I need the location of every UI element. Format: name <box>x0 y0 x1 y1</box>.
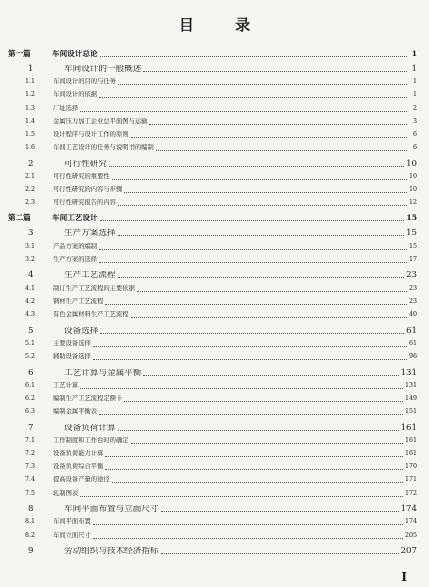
toc-entry-page: 61 <box>408 339 417 347</box>
toc-entry-page: 10 <box>406 158 417 169</box>
toc-entry-title: 可行性研究的内容与步骤 <box>53 186 123 194</box>
dot-leader <box>118 205 407 206</box>
dot-leader <box>124 192 407 193</box>
dot-leader <box>118 84 407 85</box>
toc-chapter <box>8 319 417 335</box>
toc-entry-title: 主要设备选择 <box>53 339 91 347</box>
toc-entry-page: 10 <box>408 186 417 194</box>
toc-entry-page: 1 <box>411 64 417 75</box>
toc-entry-number: 6 <box>28 367 34 378</box>
toc-entry-title: 金属压力加工企业总平面图与运输 <box>53 117 148 125</box>
toc-entry-page: 174 <box>404 518 417 526</box>
toc-entry-number: 1.3 <box>25 104 36 112</box>
toc-entry-number: 2.1 <box>25 173 36 180</box>
toc-entry-number: 7 <box>28 422 34 433</box>
toc-entry-page: 170 <box>404 463 417 471</box>
toc-entry-page: 205 <box>404 531 417 539</box>
toc-entry-page: 23 <box>408 284 417 292</box>
dot-leader <box>118 235 404 236</box>
toc-entry-number: 2.3 <box>25 199 36 207</box>
toc-entry-title: 制订生产工艺流程的主要依据 <box>53 284 135 292</box>
toc-entry-page: 6 <box>412 131 417 139</box>
toc-entry-title: 车间工艺设计的任务与说明书的编制 <box>53 144 154 152</box>
toc-entry-number: 6.3 <box>25 408 36 416</box>
toc-entry-page: 161 <box>400 422 417 433</box>
toc-chapter <box>8 540 417 556</box>
toc-entry-number: 5 <box>28 325 34 336</box>
toc-entry-number: 1.4 <box>25 117 36 125</box>
toc-entry-title: 产品方案的编制 <box>53 242 98 250</box>
toc-entry-number: 4.1 <box>25 284 36 292</box>
toc-entry-page: 1 <box>411 48 417 58</box>
toc-entry-title: 编制金属平衡表 <box>53 408 98 416</box>
toc-entry-page: 174 <box>400 504 417 515</box>
toc-entry-page: 23 <box>408 297 417 305</box>
toc-section <box>8 237 417 250</box>
dot-leader <box>149 124 407 125</box>
toc-section <box>8 113 417 126</box>
toc-entry-page: 40 <box>408 311 417 318</box>
toc-entry-page: 15 <box>406 228 417 239</box>
dot-leader <box>131 137 407 138</box>
toc-entry-title: 可行性研究报告的内容 <box>53 199 116 207</box>
toc-section <box>8 458 417 471</box>
dot-leader <box>112 179 407 180</box>
toc-entry-title: 生产方案的选择 <box>53 255 98 263</box>
toc-chapter <box>8 222 417 238</box>
toc-section <box>8 432 417 445</box>
toc-entry-title: 编制生产工艺流程定额卡 <box>53 394 123 402</box>
toc-entry-number: 1.1 <box>25 78 36 86</box>
toc-section <box>8 513 417 526</box>
dot-leader <box>143 71 407 72</box>
toc-section <box>8 526 417 539</box>
toc-entry-page: 96 <box>408 352 417 360</box>
toc-entry-number: 5.2 <box>25 352 36 360</box>
toc-entry-title: 车间平面布置与立面尺寸 <box>64 505 159 514</box>
table-of-contents <box>8 43 417 555</box>
dot-leader <box>100 333 404 334</box>
toc-chapter <box>8 361 417 377</box>
toc-entry-number: 4.2 <box>25 297 36 305</box>
toc-entry-page: 1 <box>412 91 417 99</box>
dot-leader <box>80 388 403 389</box>
dot-leader <box>100 56 407 57</box>
dot-leader <box>105 304 407 305</box>
toc-entry-title: 设备负荷综合平衡 <box>53 463 104 471</box>
toc-entry-title: 车间平面布置 <box>53 518 91 526</box>
toc-entry-number: 4 <box>28 270 34 281</box>
toc-chapter <box>8 58 417 74</box>
toc-entry-number: 第二篇 <box>8 212 31 222</box>
toc-entry-title: 辅助设备选择 <box>53 352 91 360</box>
toc-entry-number: 8 <box>28 504 34 515</box>
dot-leader <box>105 456 403 457</box>
toc-entry-number: 5.1 <box>25 339 36 347</box>
toc-entry-number: 第一篇 <box>8 48 31 58</box>
toc-section <box>8 484 417 497</box>
toc-entry-title: 车间设计总论 <box>52 49 98 58</box>
toc-section <box>8 99 417 112</box>
toc-entry-page: 1 <box>412 78 417 86</box>
toc-entry-page: 161 <box>404 450 417 458</box>
toc-section <box>8 377 417 390</box>
toc-entry-title: 工作制度和工作台时的确定 <box>53 436 129 444</box>
dot-leader <box>99 414 403 415</box>
dot-leader <box>161 511 399 512</box>
toc-entry-number: 6.1 <box>25 381 36 389</box>
toc-entry-title: 有色金属材料生产工艺流程 <box>53 311 129 318</box>
toc-entry-number: 1.5 <box>25 131 36 139</box>
toc-entry-title: 工艺计算与金属平衡 <box>64 368 142 377</box>
dot-leader <box>118 430 399 431</box>
toc-entry-title: 可行性研究的重要性 <box>53 173 110 180</box>
toc-entry-title: 可行性研究 <box>64 159 107 168</box>
dot-leader <box>80 496 403 497</box>
toc-section <box>8 335 417 348</box>
toc-entry-number: 2.2 <box>25 186 36 194</box>
toc-entry-page: 23 <box>406 270 417 281</box>
toc-entry-page: 161 <box>404 436 417 444</box>
toc-entry-title: 车间设计的依据 <box>53 91 98 99</box>
toc-entry-number: 3 <box>28 228 34 239</box>
toc-entry-page: 151 <box>404 408 417 416</box>
toc-section <box>8 139 417 152</box>
toc-entry-title: 车间设计的一般概述 <box>64 65 142 74</box>
dot-leader <box>80 111 407 112</box>
toc-entry-number: 7.4 <box>25 476 36 484</box>
toc-entry-number: 3.1 <box>25 242 36 250</box>
toc-section <box>8 348 417 361</box>
toc-entry-page: 172 <box>404 489 417 497</box>
toc-entry-page: 17 <box>408 255 417 263</box>
toc-entry-page: 171 <box>404 476 417 484</box>
toc-section <box>8 251 417 264</box>
toc-entry-title: 车间工艺设计 <box>52 213 98 222</box>
toc-entry-number: 1 <box>28 64 34 75</box>
dot-leader <box>143 375 398 376</box>
toc-chapter <box>8 264 417 280</box>
toc-entry-title: 设备负荷计算 <box>64 423 116 432</box>
page-title: 目 录 <box>178 16 269 34</box>
dot-leader <box>93 538 403 539</box>
toc-entry-page: 61 <box>406 325 417 336</box>
toc-entry-number: 2 <box>28 158 34 169</box>
dot-leader <box>100 220 405 221</box>
toc-chapter <box>8 498 417 514</box>
toc-entry-title: 设备负荷能力计算 <box>53 450 104 458</box>
toc-entry-number: 7.5 <box>25 489 36 497</box>
dot-leader <box>99 262 407 263</box>
dot-leader <box>131 317 407 318</box>
toc-entry-page: 10 <box>408 173 417 180</box>
dot-leader <box>118 277 404 278</box>
toc-section <box>8 73 417 86</box>
toc-entry-title: 车间立面尺寸 <box>53 531 91 539</box>
toc-entry-number: 8.1 <box>25 518 36 526</box>
toc-section <box>8 293 417 306</box>
toc-entry-title: 提高设备产量的途径 <box>53 476 110 484</box>
toc-entry-title: 钢材生产工艺流程 <box>53 297 104 305</box>
toc-entry-number: 6.2 <box>25 394 36 402</box>
toc-entry-title: 车间设计的目的与任务 <box>53 78 116 86</box>
toc-entry-number: 9 <box>28 546 34 557</box>
toc-entry-page: 15 <box>406 212 417 222</box>
toc-entry-title: 工艺计算 <box>53 381 79 389</box>
toc-entry-number: 7.1 <box>25 436 36 444</box>
toc-section <box>8 126 417 139</box>
toc-entry-title: 设备选择 <box>64 326 99 335</box>
toc-entry-page: 6 <box>412 144 417 152</box>
toc-chapter <box>8 416 417 432</box>
toc-entry-title: 生产方案选择 <box>64 229 116 238</box>
toc-entry-title: 轧制图表 <box>53 489 79 497</box>
dot-leader <box>93 524 403 525</box>
toc-section <box>8 471 417 484</box>
toc-part <box>8 43 417 58</box>
dot-leader <box>161 553 399 554</box>
dot-leader <box>124 401 403 402</box>
dot-leader <box>112 482 403 483</box>
toc-section <box>8 390 417 403</box>
toc-section <box>8 86 417 99</box>
dot-leader <box>99 249 407 250</box>
dot-leader <box>137 291 407 292</box>
toc-entry-page: 3 <box>412 117 417 125</box>
toc-chapter <box>8 152 417 168</box>
toc-section <box>8 306 417 319</box>
toc-entry-title: 厂址选择 <box>53 104 79 112</box>
toc-entry-page: 2 <box>412 104 417 112</box>
dot-leader <box>156 150 407 151</box>
toc-section <box>8 194 417 207</box>
toc-section <box>8 279 417 292</box>
dot-leader <box>109 166 404 167</box>
toc-entry-page: 131 <box>400 367 417 378</box>
toc-entry-page: 15 <box>408 242 417 250</box>
toc-section <box>8 403 417 416</box>
dot-leader <box>93 359 407 360</box>
dot-leader <box>99 97 407 98</box>
dot-leader <box>105 469 403 470</box>
toc-entry-number: 3.2 <box>25 255 36 263</box>
toc-entry-page: 12 <box>408 199 417 207</box>
toc-entry-number: 8.2 <box>25 531 36 539</box>
toc-entry-number: 4.3 <box>25 311 36 318</box>
toc-entry-title: 劳动组织与技术经济指标 <box>64 547 159 556</box>
toc-section <box>8 181 417 194</box>
toc-entry-page: 207 <box>400 546 417 557</box>
toc-part <box>8 207 417 222</box>
toc-entry-number: 7.3 <box>25 463 36 471</box>
toc-entry-page: 149 <box>404 394 417 402</box>
toc-section <box>8 445 417 458</box>
toc-entry-page: 131 <box>404 381 417 389</box>
dot-leader <box>131 443 403 444</box>
page-number-mark: I <box>401 570 407 584</box>
toc-entry-number: 7.2 <box>25 450 36 458</box>
toc-entry-title: 生产工艺流程 <box>64 271 116 280</box>
toc-entry-number: 1.6 <box>25 144 36 152</box>
toc-section <box>8 168 417 181</box>
toc-entry-number: 1.2 <box>25 91 36 99</box>
toc-entry-title: 设计程序与设计工作的原则 <box>53 131 129 139</box>
dot-leader <box>93 346 407 347</box>
